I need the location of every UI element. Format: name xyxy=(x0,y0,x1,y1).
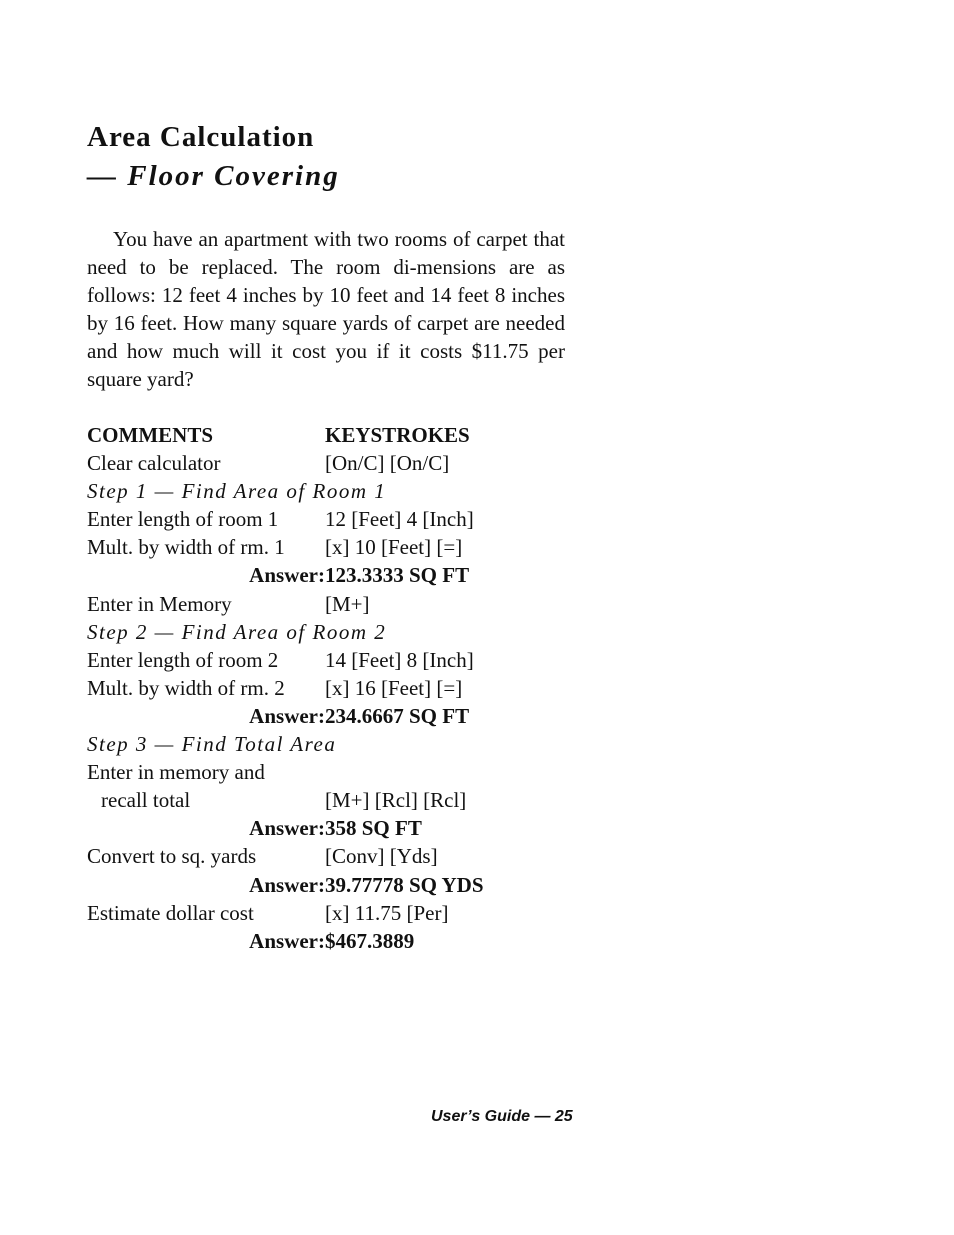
table-row xyxy=(87,786,587,814)
keystroke-cell: [M+] [Rcl] [Rcl] xyxy=(325,788,467,813)
keystroke-cell: [On/C] [On/C] xyxy=(325,451,450,476)
answer-value: 123.3333 SQ FT xyxy=(325,563,470,588)
step-heading xyxy=(87,618,587,646)
keystroke-cell: [x] 11.75 [Per] xyxy=(325,900,449,925)
page-subtitle: — Floor Covering xyxy=(87,160,340,192)
keystroke-cell: [x] 16 [Feet] [=] xyxy=(325,675,463,700)
step-heading xyxy=(87,477,587,505)
keystroke-table xyxy=(87,421,587,955)
keystroke-cell: [Conv] [Yds] xyxy=(325,844,438,869)
table-row xyxy=(87,449,587,477)
keystroke-cell: 12 [Feet] 4 [Inch] xyxy=(325,507,474,532)
answer-row xyxy=(87,702,587,730)
table-row xyxy=(87,533,587,561)
answer-row xyxy=(87,871,587,899)
answer-label: Answer: xyxy=(249,703,325,728)
page-title: Area Calculation xyxy=(87,121,315,153)
answer-label: Answer: xyxy=(249,872,325,897)
comment-cell: Mult. by width of rm. 1 xyxy=(87,535,285,560)
keystroke-cell: [M+] xyxy=(325,591,370,616)
page-footer: User’s Guide — 25 xyxy=(431,1108,573,1125)
answer-value: 358 SQ FT xyxy=(325,816,422,841)
table-header-row xyxy=(87,421,587,449)
answer-label: Answer: xyxy=(249,563,325,588)
keystroke-cell: 14 [Feet] 8 [Inch] xyxy=(325,647,474,672)
table-row xyxy=(87,646,587,674)
answer-row xyxy=(87,561,587,589)
comment-cell: recall total xyxy=(101,788,191,813)
answer-row xyxy=(87,814,587,842)
answer-value: 234.6667 SQ FT xyxy=(325,703,470,728)
table-row xyxy=(87,590,587,618)
intro-paragraph: You have an apartment with two rooms of carpet that need to be replaced. The room di-mensions are as follows: 12 feet 4 inches by 10 feet and 14 feet 8 inches by 16 feet. How many square yards of carpet are needed and how much will it cost you if it costs $11.75 per square yard? xyxy=(87,227,565,391)
comment-cell: Mult. by width of rm. 2 xyxy=(87,675,285,700)
step-text: Step 2 — Find Area of Room 2 xyxy=(87,619,387,644)
table-row xyxy=(87,842,587,870)
comment-cell: Enter length of room 1 xyxy=(87,507,279,532)
table-row xyxy=(87,758,587,786)
comment-cell: Enter in memory and xyxy=(87,760,265,785)
step-heading xyxy=(87,730,587,758)
answer-value: 39.77778 SQ YDS xyxy=(325,872,484,897)
step-text: Step 1 — Find Area of Room 1 xyxy=(87,479,387,504)
table-row xyxy=(87,899,587,927)
answer-label: Answer: xyxy=(249,928,325,953)
answer-row xyxy=(87,927,587,955)
comment-cell: Enter length of room 2 xyxy=(87,647,279,672)
comment-cell: Estimate dollar cost xyxy=(87,900,254,925)
comments-header: COMMENTS xyxy=(87,423,213,447)
comment-cell: Clear calculator xyxy=(87,451,221,476)
comment-cell: Enter in Memory xyxy=(87,591,232,616)
table-row xyxy=(87,505,587,533)
answer-label: Answer: xyxy=(249,816,325,841)
step-text: Step 3 — Find Total Area xyxy=(87,732,337,757)
comment-cell: Convert to sq. yards xyxy=(87,844,257,869)
table-body xyxy=(87,449,587,955)
keystroke-cell: [x] 10 [Feet] [=] xyxy=(325,535,463,560)
keystrokes-header: KEYSTROKES xyxy=(325,423,470,447)
answer-value: $467.3889 xyxy=(325,928,415,953)
table-row xyxy=(87,674,587,702)
